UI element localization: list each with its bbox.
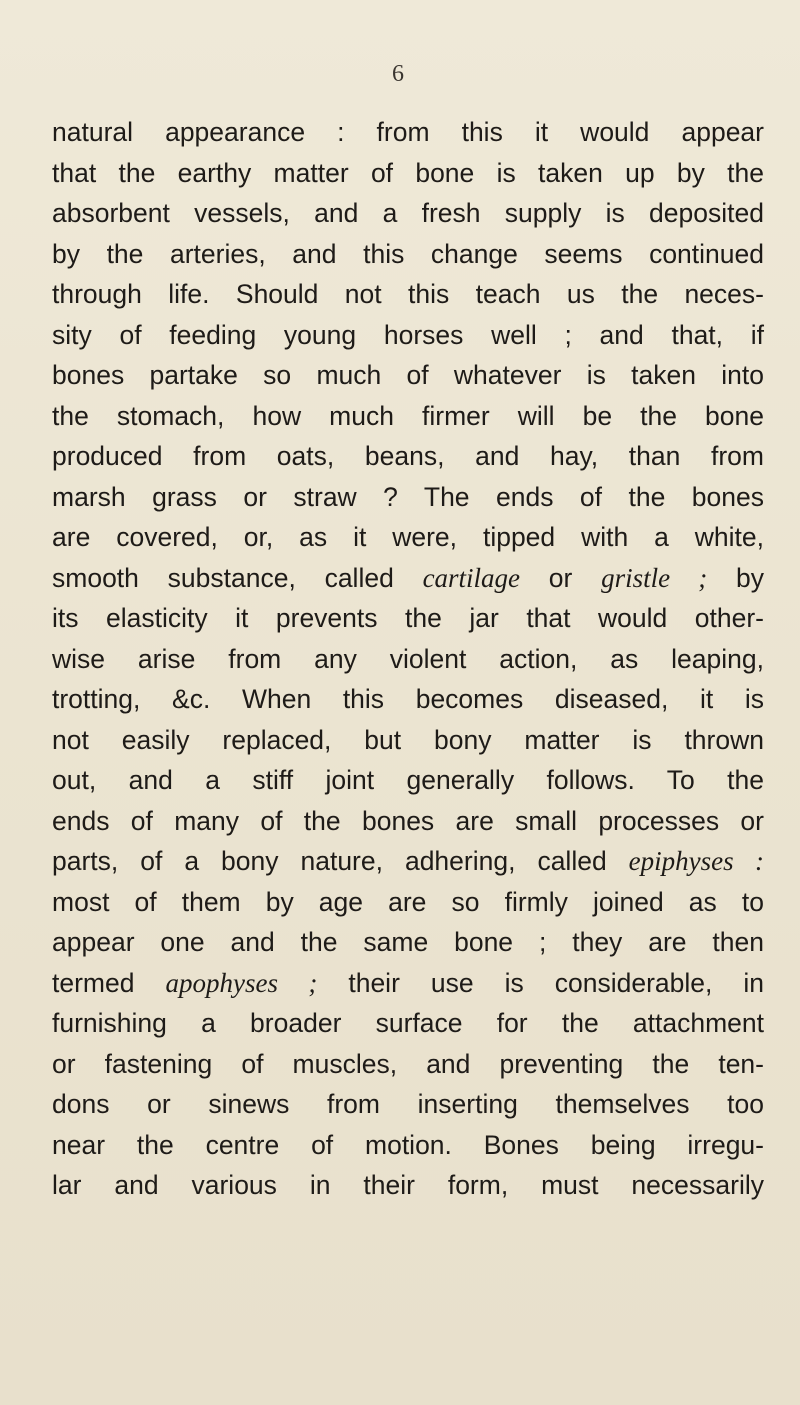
text-line [52,922,764,963]
text-segment: parts, of a bony nature, adhering, called [52,846,629,876]
text-segment: appear one and the same bone ; they are then [52,927,764,957]
text-segment: are covered, or, as it were, tipped with a white, [52,522,764,552]
text-segment: ends of many of the bones are small processes or [52,805,764,836]
text-line [52,963,764,1004]
italic-term: epiphyses : [628,846,764,876]
text-line [52,193,764,234]
text-line [52,841,764,882]
text-line [52,517,764,558]
text-line [52,882,764,923]
text-line [52,1084,764,1125]
text-line [52,315,764,356]
text-segment: by [707,562,764,593]
text-segment: through life. Should not this teach us the neces- [52,279,764,309]
text-line [52,1165,764,1206]
page-number: 6 [392,61,404,87]
text-line [52,1003,764,1044]
text-line [52,112,764,153]
text-line [52,598,764,639]
text-segment: smooth substance, called [52,562,423,593]
text-line [52,760,764,801]
text-segment: lar and various in their form, must necessarily [52,1170,764,1200]
text-line [52,639,764,680]
text-line [52,274,764,315]
text-line [52,679,764,720]
text-line [52,477,764,518]
text-segment: near the centre of motion. Bones being irregu- [52,1129,764,1160]
text-line [52,1044,764,1085]
text-line [52,396,764,437]
text-segment: out, and a stiff joint generally follows. To the [52,765,764,795]
text-line [52,801,764,842]
text-segment: bones partake so much of whatever is taken into [52,360,764,390]
italic-term: apophyses ; [165,967,318,998]
text-segment: the stomach, how much firmer will be the bone [52,400,764,431]
text-segment: that the earthy matter of bone is taken up by the [52,157,764,188]
italic-term: cartilage [422,562,521,593]
text-line [52,1125,764,1166]
text-segment: or [520,562,602,593]
body-text [52,112,764,1206]
text-line [52,153,764,194]
text-line [52,558,764,599]
text-segment: by the arteries, and this change seems continued [52,238,764,269]
text-segment: trotting, &c. When this becomes diseased, it is [52,684,764,714]
text-segment: dons or sinews from inserting themselves too [52,1089,764,1119]
text-segment: produced from oats, beans, and hay, than from [52,441,764,471]
text-line [52,355,764,396]
text-line [52,234,764,275]
text-segment: absorbent vessels, and a fresh supply is deposited [52,198,764,228]
text-segment: its elasticity it prevents the jar that would other- [52,603,764,633]
text-segment: natural appearance : from this it would appear [52,117,764,147]
text-segment: most of them by age are so firmly joined as to [52,886,764,917]
italic-term: gristle ; [601,562,708,593]
text-segment: or fastening of muscles, and preventing the ten- [52,1048,764,1079]
text-segment: wise arise from any violent action, as leaping, [52,643,764,674]
text-segment: their use is considerable, in [317,967,764,998]
text-segment: not easily replaced, but bony matter is thrown [52,724,764,755]
text-line [52,720,764,761]
text-segment: marsh grass or straw ? The ends of the bones [52,481,764,512]
text-segment: furnishing a broader surface for the attachment [52,1008,764,1038]
text-segment: sity of feeding young horses well ; and that, if [52,319,764,350]
text-line [52,436,764,477]
text-segment: termed [52,967,166,998]
